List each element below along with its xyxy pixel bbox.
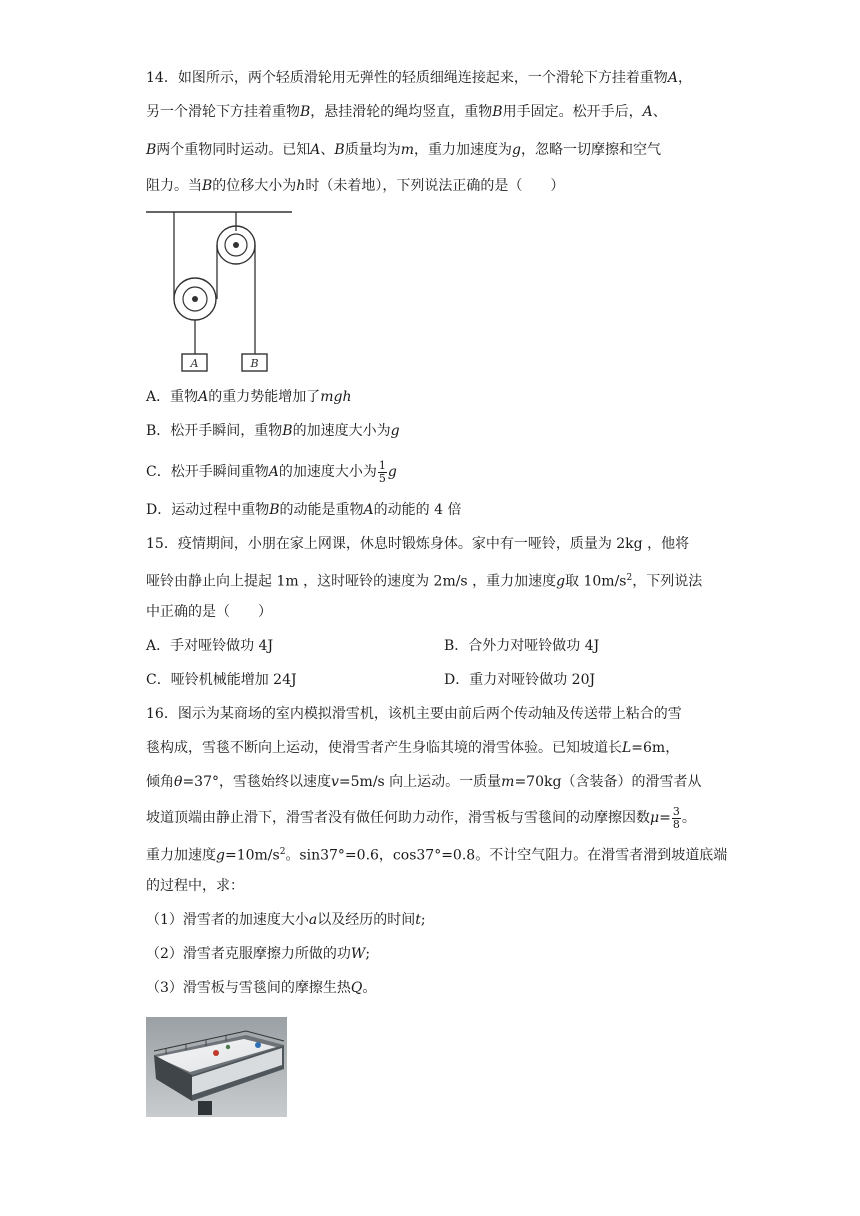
q15-options-row-2 xyxy=(146,670,726,690)
q15-option-c: C．哑铃机械能增加 24J xyxy=(146,672,297,688)
fraction-three-eighths: $\frac{3}{8}$ xyxy=(672,804,680,831)
skier-1 xyxy=(213,1050,219,1056)
skier-3 xyxy=(226,1045,230,1049)
q16-line-1: 16．图示为某商场的室内模拟滑雪机，该机主要由前后两个传动轴及传送带上粘合的雪 xyxy=(146,706,682,722)
q14-line-3: B两个重物同时运动。已知A、B质量均为m，重力加速度为g，忽略一切摩擦和空气 xyxy=(146,142,661,158)
q15-options-row-1 xyxy=(146,636,726,656)
skier-2 xyxy=(255,1042,261,1048)
q14-line-1: 14．如图所示，两个轻质滑轮用无弹性的轻质细绳连接起来，一个滑轮下方挂着重物A， xyxy=(146,70,692,86)
q15-option-a: A．手对哑铃做功 4J xyxy=(146,638,274,654)
q14-option-d: D．运动过程中重物B的动能是重物A的动能的 4 倍 xyxy=(146,502,462,518)
q14-option-b: B．松开手瞬间，重物B的加速度大小为g xyxy=(146,423,400,439)
q16-line-6: 的过程中，求： xyxy=(146,878,244,894)
weight-b-label: B xyxy=(250,357,259,370)
q14-option-a: A．重物A的重力势能增加了mgh xyxy=(146,389,352,405)
fraction-one-fifth: $\frac{1}{5}$ xyxy=(378,458,386,485)
q14-option-c: C．松开手瞬间重物A的加速度大小为 $\frac{1}{5}$ g xyxy=(146,458,397,485)
q14-line-4: 阻力。当B的位移大小为h时（未着地），下列说法正确的是（ ） xyxy=(146,178,565,194)
q16-sub-question-3: （3）滑雪板与雪毯间的摩擦生热Q。 xyxy=(146,980,377,996)
pulley-diagram xyxy=(146,208,296,373)
q15-line-2: 哑铃由静止向上提起 1m ，这时哑铃的速度为 2m/s ，重力加速度g取 $10m/s^2$，下列说法 xyxy=(146,573,703,590)
q16-line-5: 重力加速度$g=10m/s^2$。sin37°=0.6，cos37°=0.8。不计空气阻力。在滑雪者滑到坡道底端 xyxy=(146,847,728,864)
q16-line-4: 坡道顶端由静止滑下，滑雪者没有做任何助力动作，滑雪板与雪毯间的动摩擦因数μ= $\frac{3}{8}$ 。 xyxy=(146,804,696,831)
q15-option-d: D．重力对哑铃做功 20J xyxy=(444,672,596,688)
q15-option-b: B．合外力对哑铃做功 4J xyxy=(444,638,600,654)
q15-line-1: 15．疫情期间，小朋在家上网课，休息时锻炼身体。家中有一哑铃，质量为 2kg ，他将 xyxy=(146,536,690,552)
q15-line-3: 中正确的是（ ） xyxy=(146,604,272,620)
ski-machine-photo xyxy=(146,1017,287,1117)
q16-sub-question-1: （1）滑雪者的加速度大小a以及经历的时间t; xyxy=(146,912,426,928)
q16-sub-question-2: （2）滑雪者克服摩擦力所做的功W; xyxy=(146,946,371,962)
weight-a-label: A xyxy=(190,357,199,370)
q16-line-3: 倾角θ=37°，雪毯始终以速度v=5m/s 向上运动。一质量m=70kg（含装备）的滑雪者从 xyxy=(146,774,702,790)
q14-line-2: 另一个滑轮下方挂着重物B，悬挂滑轮的绳均竖直，重物B用手固定。松开手后，A、 xyxy=(146,104,667,120)
q16-line-2: 毯构成，雪毯不断向上运动，使滑雪者产生身临其境的滑雪体验。已知坡道长L=6m， xyxy=(146,740,680,756)
